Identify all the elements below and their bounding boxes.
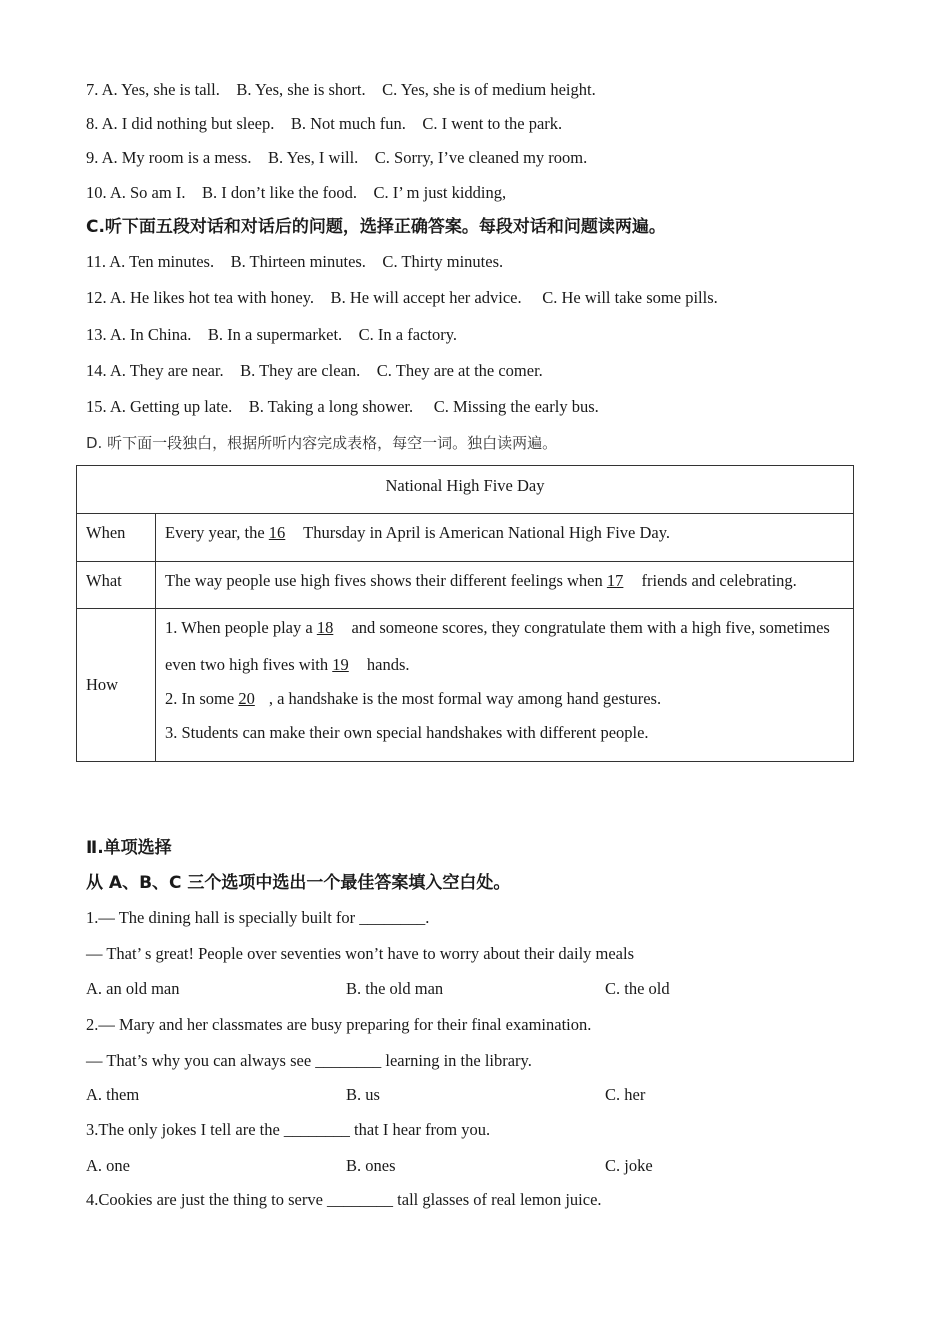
q2-line-1: 2.— Mary and her classmates are busy preparing for their final examination.	[86, 1015, 592, 1034]
when-cell: Every year, the 16 Thursday in April is American National High Five Day.	[156, 514, 854, 562]
q2-option-a: A. them	[86, 1085, 140, 1104]
q1-line-1: 1.— The dining hall is specially built for ________.	[86, 908, 430, 927]
q3-option-a: A. one	[86, 1156, 130, 1175]
how-label: How	[77, 609, 156, 762]
section-2-title: Ⅱ.单项选择	[86, 838, 172, 858]
section-2-instruction: 从 A、B、C 三个选项中选出一个最佳答案填入空白处。	[86, 873, 511, 893]
q2-option-b: B. us	[346, 1085, 380, 1104]
question-13: 13. A. In China. B. In a supermarket. C. In a factory.	[86, 325, 458, 344]
question-11: 11. A. Ten minutes. B. Thirteen minutes. C. Thirty minutes.	[86, 252, 504, 271]
when-label: When	[77, 514, 156, 562]
question-9: 9. A. My room is a mess. B. Yes, I will. C. Sorry, I’ve cleaned my room.	[86, 148, 588, 167]
table-title: National High Five Day	[77, 466, 854, 514]
blank-19: 19	[332, 655, 349, 674]
question-14: 14. A. They are near. B. They are clean. C. They are at the comer.	[86, 361, 543, 380]
q1-line-2: — That’ s great! People over seventies won’t have to worry about their daily meals	[86, 944, 635, 963]
blank-18: 18	[316, 618, 334, 637]
q1-option-b: B. the old man	[346, 979, 444, 998]
high-five-table	[76, 465, 854, 762]
section-c-heading: C.听下面五段对话和对话后的问题，选择正确答案。每段对话和问题读两遍。	[86, 217, 666, 237]
question-12: 12. A. He likes hot tea with honey. B. He will accept her advice. C. He will take some pills.	[86, 288, 718, 307]
question-15: 15. A. Getting up late. B. Taking a long shower. C. Missing the early bus.	[86, 397, 599, 416]
question-7: 7. A. Yes, she is tall. B. Yes, she is short. C. Yes, she is of medium height.	[86, 80, 596, 99]
what-label: What	[77, 562, 156, 609]
blank-16: 16	[268, 523, 286, 542]
question-8: 8. A. I did nothing but sleep. B. Not much fun. C. I went to the park.	[86, 114, 563, 133]
section-d-heading: D. 听下面一段独白，根据所听内容完成表格，每空一词。独白读两遍。	[86, 434, 558, 452]
how-cell: 1. When people play a 18 and someone scores, they congratulate them with a high five, sometimes even two high fives with 19 hands. 2. In some 20 , a handshake is the most formal way among hand gestures. 3. Students can make their own special handshakes with different people.	[156, 609, 854, 762]
q3-line-1: 3.The only jokes I tell are the ________ that I hear from you.	[86, 1120, 491, 1139]
q2-option-c: C. her	[605, 1085, 646, 1104]
blank-20: 20	[238, 689, 255, 708]
q3-option-c: C. joke	[605, 1156, 653, 1175]
q3-option-b: B. ones	[346, 1156, 396, 1175]
q2-line-2: — That’s why you can always see ________ learning in the library.	[86, 1051, 532, 1070]
q1-option-c: C. the old	[605, 979, 670, 998]
what-cell: The way people use high fives shows their different feelings when 17 friends and celebrating.	[156, 562, 854, 609]
question-10: 10. A. So am I. B. I don’t like the food. C. I’ m just kidding,	[86, 183, 507, 202]
q4-line-1: 4.Cookies are just the thing to serve ________ tall glasses of real lemon juice.	[86, 1190, 602, 1209]
q1-option-a: A. an old man	[86, 979, 180, 998]
blank-17: 17	[606, 571, 624, 590]
